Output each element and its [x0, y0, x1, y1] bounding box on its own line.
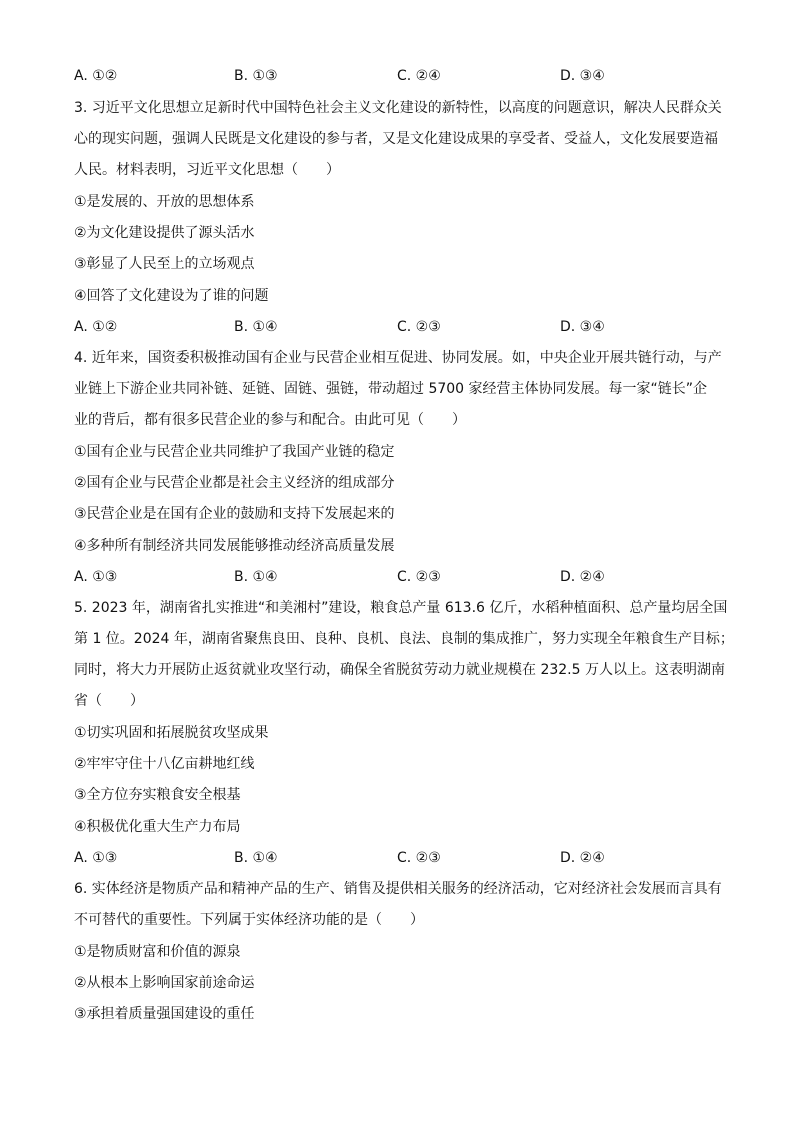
- q6-item: ②从根本上影响国家前途命运: [74, 975, 255, 991]
- q4-item: ①国有企业与民营企业共同维护了我国产业链的稳定: [74, 444, 395, 460]
- option-d: D. ②④: [560, 569, 605, 585]
- q6-item: ①是物质财富和价值的源泉: [74, 944, 241, 960]
- q5-item: ①切实巩固和拓展脱贫攻坚成果: [74, 725, 269, 741]
- q5-stem-line: 同时，将大力开展防止返贫就业攻坚行动，确保全省脱贫劳动力就业规模在 232.5 万人以上。这表明湖南: [74, 662, 725, 678]
- q5-stem-line: 5. 2023 年，湖南省扎实推进“和美湘村”建设，粮食总产量 613.6 亿斤，水稻种植面积、总产量均居全国: [74, 600, 728, 616]
- option-d: D. ③④: [560, 68, 605, 84]
- q5-options: [74, 848, 724, 868]
- q4-stem-line: 业链上下游企业共同补链、延链、固链、强链，带动超过 5700 家经营主体协同发展。每一家“链长”企: [74, 381, 708, 397]
- option-c: C. ②③: [397, 569, 441, 585]
- option-c: C. ②③: [397, 319, 441, 335]
- q6-item: ③承担着质量强国建设的重任: [74, 1006, 255, 1022]
- q5-item: ②牢牢守住十八亿亩耕地红线: [74, 756, 255, 772]
- q3-stem-line: 3. 习近平文化思想立足新时代中国特色社会主义文化建设的新特性，以高度的问题意识，解决人民群众关: [74, 100, 722, 116]
- q3-item: ②为文化建设提供了源头活水: [74, 225, 255, 241]
- option-c: C. ②③: [397, 850, 441, 866]
- q6-stem-line: 6. 实体经济是物质产品和精神产品的生产、销售及提供相关服务的经济活动，它对经济社会发展而言具有: [74, 881, 722, 897]
- q3-item: ①是发展的、开放的思想体系: [74, 194, 255, 210]
- option-a: A. ①③: [74, 569, 118, 585]
- q4-item: ③民营企业是在国有企业的鼓励和支持下发展起来的: [74, 506, 395, 522]
- option-a: A. ①②: [74, 68, 118, 84]
- q4-item: ②国有企业与民营企业都是社会主义经济的组成部分: [74, 475, 395, 491]
- option-a: A. ①②: [74, 319, 118, 335]
- q4-stem-line: 4. 近年来，国资委积极推动国有企业与民营企业相互促进、协同发展。如，中央企业开展共链行动，与产: [74, 350, 722, 366]
- q3-stem-line: 心的现实问题，强调人民既是文化建设的参与者，又是文化建设成果的享受者、受益人，文化发展要造福: [74, 131, 718, 147]
- q4-stem-line: 业的背后，都有很多民营企业的参与和配合。由此可见（ ）: [74, 412, 466, 428]
- option-b: B. ①④: [234, 319, 278, 335]
- option-b: B. ①④: [234, 569, 278, 585]
- q3-stem-line: 人民。材料表明，习近平文化思想（ ）: [74, 162, 340, 178]
- option-d: D. ③④: [560, 319, 605, 335]
- q5-item: ④积极优化重大生产力布局: [74, 819, 241, 835]
- q5-item: ③全方位夯实粮食安全根基: [74, 787, 241, 803]
- q2-options: [74, 66, 724, 86]
- q3-item: ③彰显了人民至上的立场观点: [74, 256, 255, 272]
- q3-options: [74, 317, 724, 337]
- option-a: A. ①③: [74, 850, 118, 866]
- option-b: B. ①③: [234, 68, 278, 84]
- q4-item: ④多种所有制经济共同发展能够推动经济高质量发展: [74, 538, 395, 554]
- option-d: D. ②④: [560, 850, 605, 866]
- q5-stem-line: 省（ ）: [74, 693, 144, 709]
- q5-stem-line: 第 1 位。2024 年，湖南省聚焦良田、良种、良机、良法、良制的集成推广，努力实现全年粮食生产目标；: [74, 631, 734, 647]
- q4-options: [74, 567, 724, 587]
- option-b: B. ①④: [234, 850, 278, 866]
- q6-stem-line: 不可替代的重要性。下列属于实体经济功能的是（ ）: [74, 912, 424, 928]
- option-c: C. ②④: [397, 68, 441, 84]
- q3-item: ④回答了文化建设为了谁的问题: [74, 288, 269, 304]
